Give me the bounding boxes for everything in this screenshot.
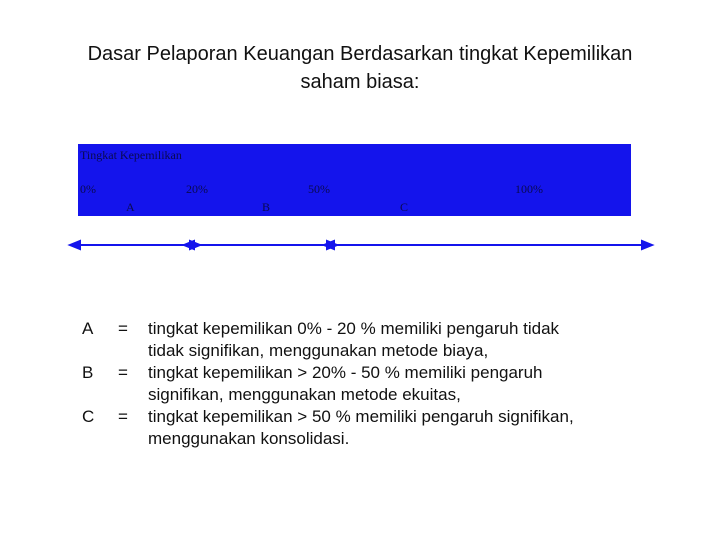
arrow-segment-c (324, 241, 652, 249)
segment-label-b: B (262, 200, 271, 214)
definition-text: tingkat kepemilikan 0% - 20 % memiliki pengaruh tidak (148, 319, 560, 338)
definition-b (82, 362, 702, 406)
title-line-2: saham biasa: (300, 71, 420, 93)
definition-text: menggunakan konsolidasi. (148, 429, 350, 448)
definition-a (82, 318, 702, 362)
definitions-list (82, 318, 702, 450)
segment-label-a: A (126, 200, 135, 214)
definition-text: tingkat kepemilikan > 20% - 50 % memiliki pengaruh (148, 363, 543, 382)
arrow-segment-a (70, 241, 200, 249)
definition-key: B (82, 363, 94, 382)
definition-equals: = (118, 319, 128, 338)
definition-equals: = (118, 407, 128, 426)
arrow-segment-b (184, 241, 337, 249)
definition-text: tidak signifikan, menggunakan metode biaya, (148, 341, 489, 360)
percent-20: 20% (186, 182, 208, 196)
definition-text: signifikan, menggunakan metode ekuitas, (148, 385, 461, 404)
percent-100: 100% (515, 182, 543, 196)
range-arrows (0, 230, 720, 260)
definition-key: C (82, 407, 95, 426)
percent-0: 0% (80, 182, 96, 196)
definition-key: A (82, 319, 94, 338)
definition-c (82, 406, 702, 450)
percent-50: 50% (308, 182, 330, 196)
definition-text: tingkat kepemilikan > 50 % memiliki pengaruh signifikan, (148, 407, 574, 426)
title-line-1: Dasar Pelaporan Keuangan Berdasarkan tingkat Kepemilikan (87, 43, 633, 65)
ownership-level-box (78, 144, 631, 216)
slide-title (40, 40, 680, 96)
segment-label-c: C (400, 200, 409, 214)
definition-equals: = (118, 363, 128, 382)
box-header: Tingkat Kepemilikan (80, 148, 182, 162)
